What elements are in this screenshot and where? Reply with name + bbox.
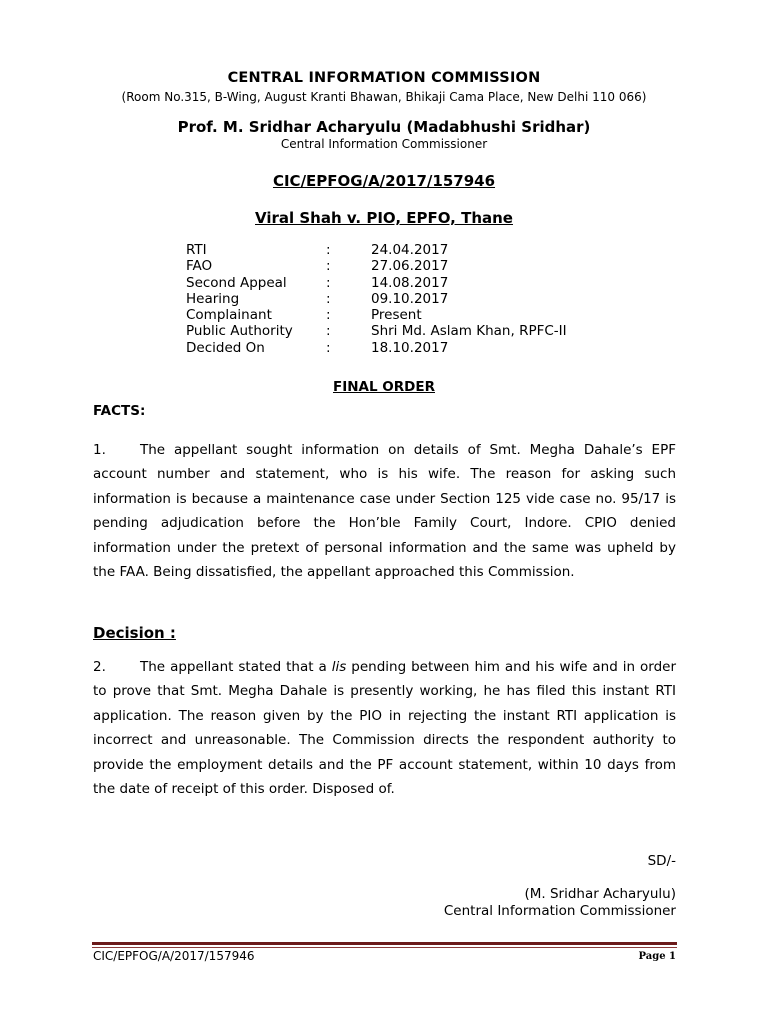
paragraph-text-end: pending between him and his wife and in order to prove that Smt. Megha Dahale is presently working, he has filed this instant RTI application. The reason given by the PIO in rejecting the instant RTI application is incorrect and unreasonable. The Commission directs the respondent authority to provide the employment details and the PF account statement, within 10 days from the date of receipt of this order. Disposed of.	[93, 659, 676, 798]
detail-row	[186, 275, 636, 291]
detail-label: FAO	[186, 258, 213, 275]
case-details-table	[186, 242, 636, 356]
detail-value: 27.06.2017	[371, 258, 449, 275]
detail-value: Present	[371, 307, 422, 324]
detail-label: Public Authority	[186, 323, 293, 340]
detail-label: Hearing	[186, 290, 240, 307]
case-parties: Viral Shah v. PIO, EPFO, Thane	[255, 209, 513, 227]
detail-label: RTI	[186, 242, 207, 258]
case-number: CIC/EPFOG/A/2017/157946	[272, 172, 496, 190]
detail-colon: :	[326, 242, 331, 258]
paragraph-italic-term: lis	[331, 659, 347, 675]
detail-colon: :	[326, 339, 331, 356]
detail-value: 14.08.2017	[371, 274, 449, 291]
detail-value: Shri Md. Aslam Khan, RPFC-II	[371, 323, 567, 340]
detail-label: Complainant	[186, 307, 272, 324]
signature-mark: SD/-	[647, 853, 676, 869]
footer-page-number: Page 1	[638, 951, 676, 962]
detail-row	[186, 340, 636, 356]
final-order-heading: FINAL ORDER	[333, 379, 435, 395]
detail-row	[186, 258, 636, 274]
detail-value: 09.10.2017	[371, 290, 449, 307]
footer-case-number: CIC/EPFOG/A/2017/157946	[93, 949, 255, 963]
detail-colon: :	[326, 290, 331, 307]
detail-label: Decided On	[186, 339, 265, 356]
organization-title: CENTRAL INFORMATION COMMISSION	[227, 70, 541, 86]
paragraph-number: 2.	[93, 659, 106, 675]
detail-row	[186, 307, 636, 323]
footer-divider	[92, 942, 677, 945]
detail-label: Second Appeal	[186, 274, 287, 291]
paragraph-text-start: The appellant stated that a	[140, 659, 332, 675]
commissioner-name: Prof. M. Sridhar Acharyulu (Madabhushi Sridhar)	[177, 118, 591, 136]
detail-value: 18.10.2017	[371, 339, 449, 356]
paragraph-number: 1.	[93, 442, 106, 458]
detail-colon: :	[326, 307, 331, 324]
commissioner-title: Central Information Commissioner	[280, 137, 488, 151]
detail-row	[186, 242, 636, 258]
detail-colon: :	[326, 274, 331, 291]
paragraph-text: The appellant sought information on details of Smt. Megha Dahale’s EPF account number and statement, who is his wife. The reason for asking such information is because a maintenance case under Section 125 vide case no. 95/17 is pending adjudication before the Hon’ble Family Court, Indore. CPIO denied information under the pretext of personal information and the same was upheld by the FAA. Being dissatisfied, the appellant approached this Commission.	[93, 442, 676, 581]
detail-colon: :	[326, 323, 331, 340]
detail-value: 24.04.2017	[371, 242, 449, 258]
signer-designation: Central Information Commissioner	[443, 903, 676, 919]
organization-address: (Room No.315, B-Wing, August Kranti Bhawan, Bhikaji Cama Place, New Delhi 110 066)	[121, 90, 647, 104]
detail-row	[186, 291, 636, 307]
facts-heading: FACTS:	[93, 403, 146, 419]
decision-heading: Decision :	[93, 624, 176, 642]
footer-divider-thin	[92, 947, 677, 948]
signer-name: (M. Sridhar Acharyulu)	[524, 886, 676, 902]
detail-colon: :	[326, 258, 331, 275]
detail-row	[186, 323, 636, 339]
paragraph-2	[93, 655, 676, 801]
paragraph-1	[93, 438, 676, 584]
